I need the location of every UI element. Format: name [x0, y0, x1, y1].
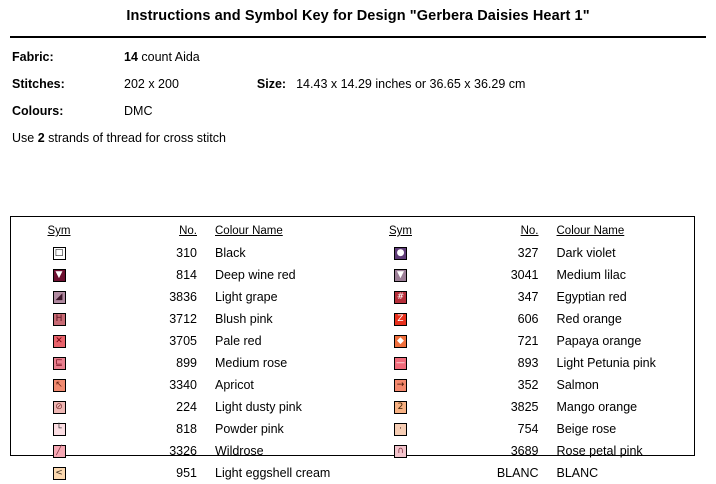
thread-number: 3340 — [169, 378, 197, 392]
colours-value: DMC — [124, 104, 153, 118]
colour-name: Light dusty pink — [215, 400, 302, 414]
colour-name: BLANC — [556, 466, 599, 480]
colour-name: Medium lilac — [556, 268, 626, 282]
header-name-right: Colour Name — [556, 225, 625, 237]
colour-swatch-icon — [53, 357, 66, 370]
symbol-glyph-icon: ● — [396, 247, 405, 258]
colour-name: Rose petal pink — [556, 444, 643, 458]
fabric-row — [12, 50, 704, 64]
colour-swatch-icon — [53, 247, 66, 260]
table-row — [11, 374, 353, 396]
symbol-glyph-icon: Z — [397, 313, 404, 324]
symbol-glyph-icon: □ — [54, 247, 64, 258]
symbol-glyph-icon: ◢ — [55, 291, 63, 302]
colour-name: Egyptian red — [556, 290, 627, 304]
table-row — [11, 352, 353, 374]
table-row — [11, 308, 353, 330]
symbol-key-right-column — [353, 225, 695, 480]
thread-number: 3041 — [510, 268, 539, 282]
usage-strands: 2 — [37, 131, 45, 145]
symbol-cell — [11, 313, 107, 326]
stitches-value: 202 x 200 — [124, 77, 179, 91]
table-row — [353, 352, 695, 374]
colour-name: Black — [215, 246, 246, 260]
thread-number: 818 — [176, 422, 197, 436]
symbol-cell — [353, 467, 449, 480]
symbol-glyph-icon: ▼ — [397, 269, 404, 280]
size-value: 14.43 x 14.29 inches or 36.65 x 36.29 cm — [296, 77, 526, 91]
symbol-cell — [353, 401, 449, 414]
table-row — [11, 418, 353, 440]
table-row — [353, 396, 695, 418]
thread-number: 3705 — [169, 334, 197, 348]
table-row — [353, 308, 695, 330]
header-sym-right: Sym — [389, 225, 412, 237]
symbol-glyph-icon: → — [396, 379, 405, 390]
symbol-glyph-icon: — — [396, 357, 405, 368]
colour-swatch-icon — [53, 269, 66, 282]
table-row — [353, 374, 695, 396]
table-row — [11, 286, 353, 308]
colour-name: Mango orange — [556, 400, 638, 414]
colour-name: Powder pink — [215, 422, 284, 436]
symbol-cell — [353, 379, 449, 392]
thread-number: 899 — [176, 356, 197, 370]
fabric-label: Fabric: — [12, 50, 54, 64]
thread-number: 3689 — [510, 444, 539, 458]
symbol-key-left-column — [11, 225, 353, 480]
symbol-cell — [11, 423, 107, 436]
colour-swatch-icon — [53, 401, 66, 414]
table-row — [353, 264, 695, 286]
symbol-cell — [353, 313, 449, 326]
symbol-cell — [11, 357, 107, 370]
size-label: Size: — [256, 77, 287, 91]
symbol-glyph-icon: ⊑ — [55, 357, 63, 368]
table-row — [353, 440, 695, 462]
thread-number: 754 — [517, 422, 539, 436]
left-rows — [11, 242, 353, 484]
header-name-left: Colour Name — [215, 225, 283, 237]
thread-number: 814 — [176, 268, 197, 282]
colours-row — [12, 104, 704, 118]
symbol-glyph-icon: └ — [56, 423, 62, 434]
symbol-cell — [11, 467, 107, 480]
table-row — [11, 330, 353, 352]
usage-post: strands of thread for cross stitch — [44, 131, 226, 145]
table-row — [353, 462, 695, 484]
thread-number: 3712 — [169, 312, 197, 326]
colour-name: Beige rose — [556, 422, 617, 436]
fabric-count: 14 — [124, 50, 138, 64]
table-row — [11, 440, 353, 462]
table-row — [353, 286, 695, 308]
table-row — [11, 242, 353, 264]
colours-label: Colours: — [12, 104, 64, 118]
header-sym-left: Sym — [47, 225, 71, 237]
thread-number: 352 — [517, 378, 539, 392]
colour-name: Red orange — [556, 312, 622, 326]
colour-swatch-icon — [53, 445, 66, 458]
colour-swatch-icon — [394, 423, 407, 436]
colour-name: Papaya orange — [556, 334, 642, 348]
colour-swatch-icon — [394, 247, 407, 260]
stitches-row — [12, 77, 704, 91]
symbol-cell — [353, 247, 449, 260]
colour-swatch-icon — [394, 379, 407, 392]
colour-swatch-icon — [394, 335, 407, 348]
colour-swatch-icon — [53, 467, 66, 480]
colour-swatch-icon — [394, 401, 407, 414]
symbol-glyph-icon: · — [399, 423, 402, 434]
colour-swatch-icon — [394, 357, 407, 370]
colour-name: Blush pink — [215, 312, 273, 326]
colour-name: Deep wine red — [215, 268, 296, 282]
colour-swatch-icon — [53, 423, 66, 436]
symbol-cell — [353, 445, 449, 458]
colour-swatch-icon — [53, 379, 66, 392]
symbol-glyph-icon: ⊘ — [55, 401, 63, 412]
usage-pre: Use — [12, 131, 38, 145]
document-page — [0, 8, 716, 480]
symbol-glyph-icon: ▼ — [55, 269, 63, 280]
stitches-label: Stitches: — [12, 77, 65, 91]
thread-number: 224 — [176, 400, 197, 414]
thread-number: 951 — [176, 466, 197, 480]
colour-name: Apricot — [215, 378, 254, 392]
colour-name: Wildrose — [215, 444, 264, 458]
symbol-cell — [353, 335, 449, 348]
thread-number: 3836 — [169, 290, 197, 304]
colour-swatch-icon — [394, 269, 407, 282]
symbol-glyph-icon: ◆ — [397, 335, 404, 346]
symbol-glyph-icon: ✕ — [55, 335, 63, 346]
symbol-cell — [353, 423, 449, 436]
symbol-cell — [11, 247, 107, 260]
symbol-glyph-icon: ╱ — [56, 445, 62, 456]
thread-number: 721 — [517, 334, 539, 348]
symbol-cell — [353, 291, 449, 304]
symbol-cell — [11, 291, 107, 304]
usage-note — [12, 131, 704, 145]
colour-name: Light grape — [215, 290, 278, 304]
thread-number: 347 — [517, 290, 539, 304]
fabric-value — [124, 50, 200, 64]
header-no-right: No. — [520, 225, 539, 237]
symbol-key-table — [10, 216, 695, 480]
colour-name: Dark violet — [556, 246, 616, 260]
symbol-glyph-icon: H — [55, 313, 63, 324]
thread-number: BLANC — [496, 466, 539, 480]
thread-number: 327 — [517, 246, 539, 260]
colour-swatch-icon — [53, 335, 66, 348]
colour-swatch-icon — [53, 291, 66, 304]
thread-number: 606 — [517, 312, 539, 326]
symbol-glyph-icon: 2 — [397, 401, 404, 412]
thread-number: 893 — [517, 356, 539, 370]
table-row — [353, 242, 695, 264]
symbol-cell — [11, 445, 107, 458]
fabric-unit: count Aida — [137, 50, 200, 64]
header-no-left: No. — [179, 225, 197, 237]
page-title: Instructions and Symbol Key for Design "Gerbera Daisies Heart 1" — [126, 8, 590, 24]
colour-name: Light Petunia pink — [556, 356, 656, 370]
colour-name: Salmon — [556, 378, 599, 392]
colour-name: Pale red — [215, 334, 262, 348]
colour-swatch-icon — [53, 313, 66, 326]
thread-number: 3326 — [169, 444, 197, 458]
table-row — [11, 462, 353, 484]
colour-name: Light eggshell cream — [215, 466, 331, 480]
table-header-right — [353, 225, 695, 242]
table-row — [11, 264, 353, 286]
symbol-glyph-icon: # — [396, 291, 405, 302]
colour-swatch-icon — [394, 291, 407, 304]
colour-name: Medium rose — [215, 356, 288, 370]
symbol-cell — [11, 269, 107, 282]
symbol-glyph-icon: ∩ — [397, 445, 404, 456]
table-header-left — [11, 225, 353, 242]
symbol-glyph-icon: ↖ — [55, 379, 63, 390]
symbol-cell — [353, 269, 449, 282]
symbol-cell — [11, 335, 107, 348]
thread-number: 3825 — [510, 400, 539, 414]
colour-swatch-icon — [394, 313, 407, 326]
table-row — [11, 396, 353, 418]
blank-symbol — [394, 467, 407, 480]
symbol-cell — [11, 379, 107, 392]
symbol-glyph-icon: < — [55, 467, 63, 478]
right-rows — [353, 242, 695, 484]
symbol-cell — [353, 357, 449, 370]
table-row — [353, 330, 695, 352]
table-row — [353, 418, 695, 440]
info-block — [12, 38, 704, 118]
colour-swatch-icon — [394, 445, 407, 458]
thread-number: 310 — [176, 246, 197, 260]
symbol-cell — [11, 401, 107, 414]
